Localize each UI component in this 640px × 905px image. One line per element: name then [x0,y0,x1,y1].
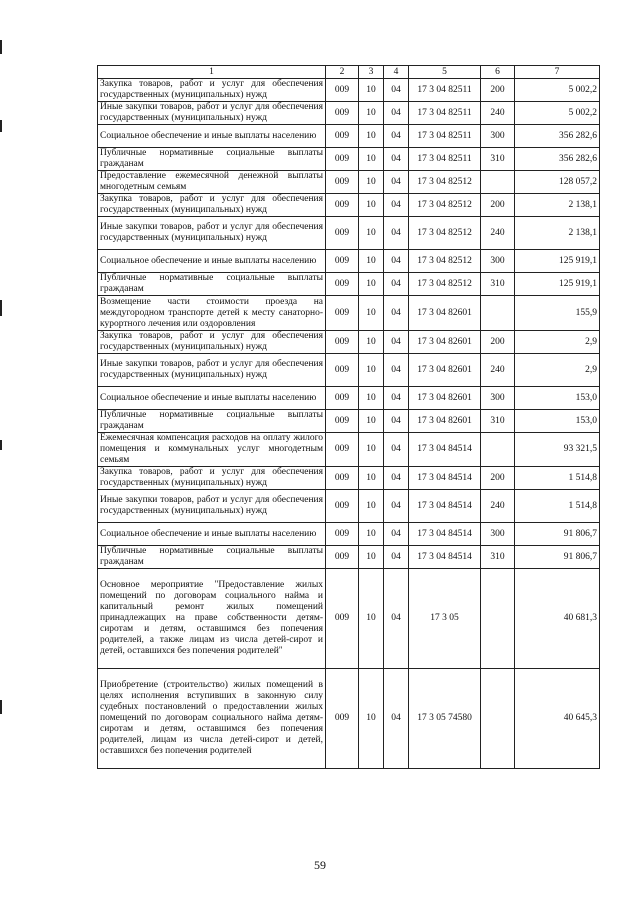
table-row [98,79,600,102]
ministry-code-cell: 009 [326,250,359,273]
expense-type-cell: 300 [481,125,515,148]
ministry-code-cell: 009 [326,523,359,546]
target-article-cell: 17 3 04 82601 [409,354,481,387]
expense-type-cell: 310 [481,148,515,171]
table-row [98,273,600,296]
expense-type-cell [481,171,515,194]
subsection-code-cell: 04 [384,273,409,296]
subsection-code-cell: 04 [384,79,409,102]
ministry-code-cell: 009 [326,546,359,569]
subsection-code-cell: 04 [384,171,409,194]
expense-type-cell: 310 [481,410,515,433]
amount-cell: 91 806,7 [515,546,600,569]
section-code-cell: 10 [359,354,384,387]
expense-type-cell: 300 [481,250,515,273]
row-name-cell: Публичные нормативные социальные выплаты гражданам [98,410,326,433]
ministry-code-cell: 009 [326,569,359,669]
row-name-cell: Публичные нормативные социальные выплаты гражданам [98,148,326,171]
row-name-cell: Социальное обеспечение и иные выплаты населению [98,125,326,148]
ministry-code-cell: 009 [326,331,359,354]
expense-type-cell [481,669,515,769]
budget-table [97,65,600,769]
table-row [98,296,600,331]
scan-edge-mark [0,120,2,132]
expense-type-cell: 200 [481,194,515,217]
expense-type-cell [481,433,515,467]
section-code-cell: 10 [359,217,384,250]
section-code-cell: 10 [359,467,384,490]
ministry-code-cell: 009 [326,102,359,125]
row-name-cell: Социальное обеспечение и иные выплаты населению [98,523,326,546]
column-header: 3 [359,66,384,79]
section-code-cell: 10 [359,125,384,148]
target-article-cell: 17 3 04 82511 [409,148,481,171]
amount-cell: 125 919,1 [515,273,600,296]
column-header: 4 [384,66,409,79]
target-article-cell: 17 3 04 82512 [409,250,481,273]
subsection-code-cell: 04 [384,569,409,669]
row-name-cell: Иные закупки товаров, работ и услуг для обеспечения государственных (муниципальных) нужд [98,102,326,125]
table-row [98,669,600,769]
subsection-code-cell: 04 [384,125,409,148]
table-row [98,523,600,546]
section-code-cell: 10 [359,569,384,669]
table-row [98,569,600,669]
target-article-cell: 17 3 04 82511 [409,125,481,148]
section-code-cell: 10 [359,433,384,467]
subsection-code-cell: 04 [384,250,409,273]
ministry-code-cell: 009 [326,354,359,387]
subsection-code-cell: 04 [384,523,409,546]
ministry-code-cell: 009 [326,194,359,217]
subsection-code-cell: 04 [384,102,409,125]
row-name-cell: Закупка товаров, работ и услуг для обеспечения государственных (муниципальных) нужд [98,79,326,102]
table-row [98,171,600,194]
ministry-code-cell: 009 [326,273,359,296]
subsection-code-cell: 04 [384,217,409,250]
ministry-code-cell: 009 [326,433,359,467]
target-article-cell: 17 3 04 84514 [409,467,481,490]
ministry-code-cell: 009 [326,669,359,769]
amount-cell: 153,0 [515,410,600,433]
table-row [98,250,600,273]
row-name-cell: Социальное обеспечение и иные выплаты населению [98,387,326,410]
column-header: 7 [515,66,600,79]
expense-type-cell: 240 [481,217,515,250]
table-row [98,125,600,148]
section-code-cell: 10 [359,102,384,125]
subsection-code-cell: 04 [384,194,409,217]
ministry-code-cell: 009 [326,410,359,433]
ministry-code-cell: 009 [326,387,359,410]
section-code-cell: 10 [359,331,384,354]
amount-cell: 2,9 [515,331,600,354]
row-name-cell: Закупка товаров, работ и услуг для обеспечения государственных (муниципальных) нужд [98,194,326,217]
row-name-cell: Публичные нормативные социальные выплаты гражданам [98,546,326,569]
amount-cell: 1 514,8 [515,467,600,490]
target-article-cell: 17 3 04 82601 [409,410,481,433]
table-row [98,217,600,250]
expense-type-cell: 310 [481,546,515,569]
table-row [98,467,600,490]
section-code-cell: 10 [359,387,384,410]
ministry-code-cell: 009 [326,490,359,523]
expense-type-cell: 310 [481,273,515,296]
amount-cell: 91 806,7 [515,523,600,546]
section-code-cell: 10 [359,79,384,102]
column-header: 5 [409,66,481,79]
ministry-code-cell: 009 [326,125,359,148]
ministry-code-cell: 009 [326,296,359,331]
subsection-code-cell: 04 [384,546,409,569]
expense-type-cell: 200 [481,79,515,102]
row-name-cell: Закупка товаров, работ и услуг для обеспечения государственных (муниципальных) нужд [98,331,326,354]
section-code-cell: 10 [359,194,384,217]
subsection-code-cell: 04 [384,331,409,354]
table-row [98,148,600,171]
table-row [98,410,600,433]
amount-cell: 2,9 [515,354,600,387]
target-article-cell: 17 3 04 84514 [409,546,481,569]
table-row [98,546,600,569]
target-article-cell: 17 3 04 84514 [409,433,481,467]
amount-cell: 153,0 [515,387,600,410]
amount-cell: 356 282,6 [515,148,600,171]
expense-type-cell: 200 [481,331,515,354]
column-header: 1 [98,66,326,79]
column-header: 6 [481,66,515,79]
row-name-cell: Иные закупки товаров, работ и услуг для обеспечения государственных (муниципальных) нужд [98,354,326,387]
scan-edge-mark [0,440,2,450]
expense-type-cell: 240 [481,354,515,387]
expense-type-cell: 200 [481,467,515,490]
table-row [98,387,600,410]
row-name-cell: Возмещение части стоимости проезда на междугородном транспорте детей к месту санаторно-курортного лечения или оздоровления [98,296,326,331]
section-code-cell: 10 [359,523,384,546]
target-article-cell: 17 3 04 82601 [409,331,481,354]
section-code-cell: 10 [359,273,384,296]
amount-cell: 5 002,2 [515,102,600,125]
expense-type-cell [481,296,515,331]
amount-cell: 128 057,2 [515,171,600,194]
ministry-code-cell: 009 [326,217,359,250]
target-article-cell: 17 3 05 [409,569,481,669]
amount-cell: 40 645,3 [515,669,600,769]
ministry-code-cell: 009 [326,79,359,102]
expense-type-cell [481,569,515,669]
section-code-cell: 10 [359,669,384,769]
table-header-row [98,66,600,79]
subsection-code-cell: 04 [384,296,409,331]
amount-cell: 93 321,5 [515,433,600,467]
target-article-cell: 17 3 04 84514 [409,523,481,546]
row-name-cell: Основное мероприятие "Предоставление жилых помещений по договорам социального найма и капитальный ремонт жилых помещений принадлежащих на праве собственности детям-сиротам и детям, оставшимся без попечения родителей, а также лицам из числа детей-сирот и детей, оставшихся без попечения родителей" [98,569,326,669]
expense-type-cell: 300 [481,387,515,410]
section-code-cell: 10 [359,296,384,331]
table-row [98,433,600,467]
scan-edge-mark [0,700,2,714]
ministry-code-cell: 009 [326,467,359,490]
subsection-code-cell: 04 [384,354,409,387]
subsection-code-cell: 04 [384,433,409,467]
ministry-code-cell: 009 [326,148,359,171]
target-article-cell: 17 3 04 84514 [409,490,481,523]
scan-edge-mark [0,40,2,54]
subsection-code-cell: 04 [384,669,409,769]
row-name-cell: Социальное обеспечение и иные выплаты населению [98,250,326,273]
row-name-cell: Закупка товаров, работ и услуг для обеспечения государственных (муниципальных) нужд [98,467,326,490]
target-article-cell: 17 3 04 82512 [409,217,481,250]
section-code-cell: 10 [359,546,384,569]
table-row [98,331,600,354]
target-article-cell: 17 3 04 82512 [409,194,481,217]
row-name-cell: Ежемесячная компенсация расходов на оплату жилого помещения и коммунальных услуг многодетным семьям [98,433,326,467]
table-row [98,490,600,523]
table-row [98,354,600,387]
expense-type-cell: 240 [481,102,515,125]
amount-cell: 155,9 [515,296,600,331]
target-article-cell: 17 3 05 74580 [409,669,481,769]
section-code-cell: 10 [359,250,384,273]
row-name-cell: Публичные нормативные социальные выплаты гражданам [98,273,326,296]
page-number: 59 [314,858,326,872]
expense-type-cell: 300 [481,523,515,546]
amount-cell: 125 919,1 [515,250,600,273]
section-code-cell: 10 [359,490,384,523]
expense-type-cell: 240 [481,490,515,523]
amount-cell: 1 514,8 [515,490,600,523]
amount-cell: 2 138,1 [515,194,600,217]
target-article-cell: 17 3 04 82511 [409,102,481,125]
subsection-code-cell: 04 [384,467,409,490]
row-name-cell: Иные закупки товаров, работ и услуг для обеспечения государственных (муниципальных) нужд [98,490,326,523]
column-header: 2 [326,66,359,79]
amount-cell: 356 282,6 [515,125,600,148]
amount-cell: 5 002,2 [515,79,600,102]
target-article-cell: 17 3 04 82601 [409,296,481,331]
amount-cell: 2 138,1 [515,217,600,250]
subsection-code-cell: 04 [384,490,409,523]
table-row [98,194,600,217]
table-row [98,102,600,125]
section-code-cell: 10 [359,148,384,171]
subsection-code-cell: 04 [384,410,409,433]
target-article-cell: 17 3 04 82601 [409,387,481,410]
subsection-code-cell: 04 [384,148,409,171]
row-name-cell: Приобретение (строительство) жилых помещений в целях исполнения вступивших в законную силу судебных постановлений о предоставлении жилых помещений по договорам социального найма детям-сиротам и детям, оставшимся без попечения родителей, лицам из числа детей-сирот и детей, оставшихся без попечения родителей [98,669,326,769]
section-code-cell: 10 [359,410,384,433]
target-article-cell: 17 3 04 82512 [409,171,481,194]
row-name-cell: Иные закупки товаров, работ и услуг для обеспечения государственных (муниципальных) нужд [98,217,326,250]
row-name-cell: Предоставление ежемесячной денежной выплаты многодетным семьям [98,171,326,194]
ministry-code-cell: 009 [326,171,359,194]
amount-cell: 40 681,3 [515,569,600,669]
target-article-cell: 17 3 04 82512 [409,273,481,296]
scan-edge-mark [0,300,2,316]
section-code-cell: 10 [359,171,384,194]
subsection-code-cell: 04 [384,387,409,410]
target-article-cell: 17 3 04 82511 [409,79,481,102]
